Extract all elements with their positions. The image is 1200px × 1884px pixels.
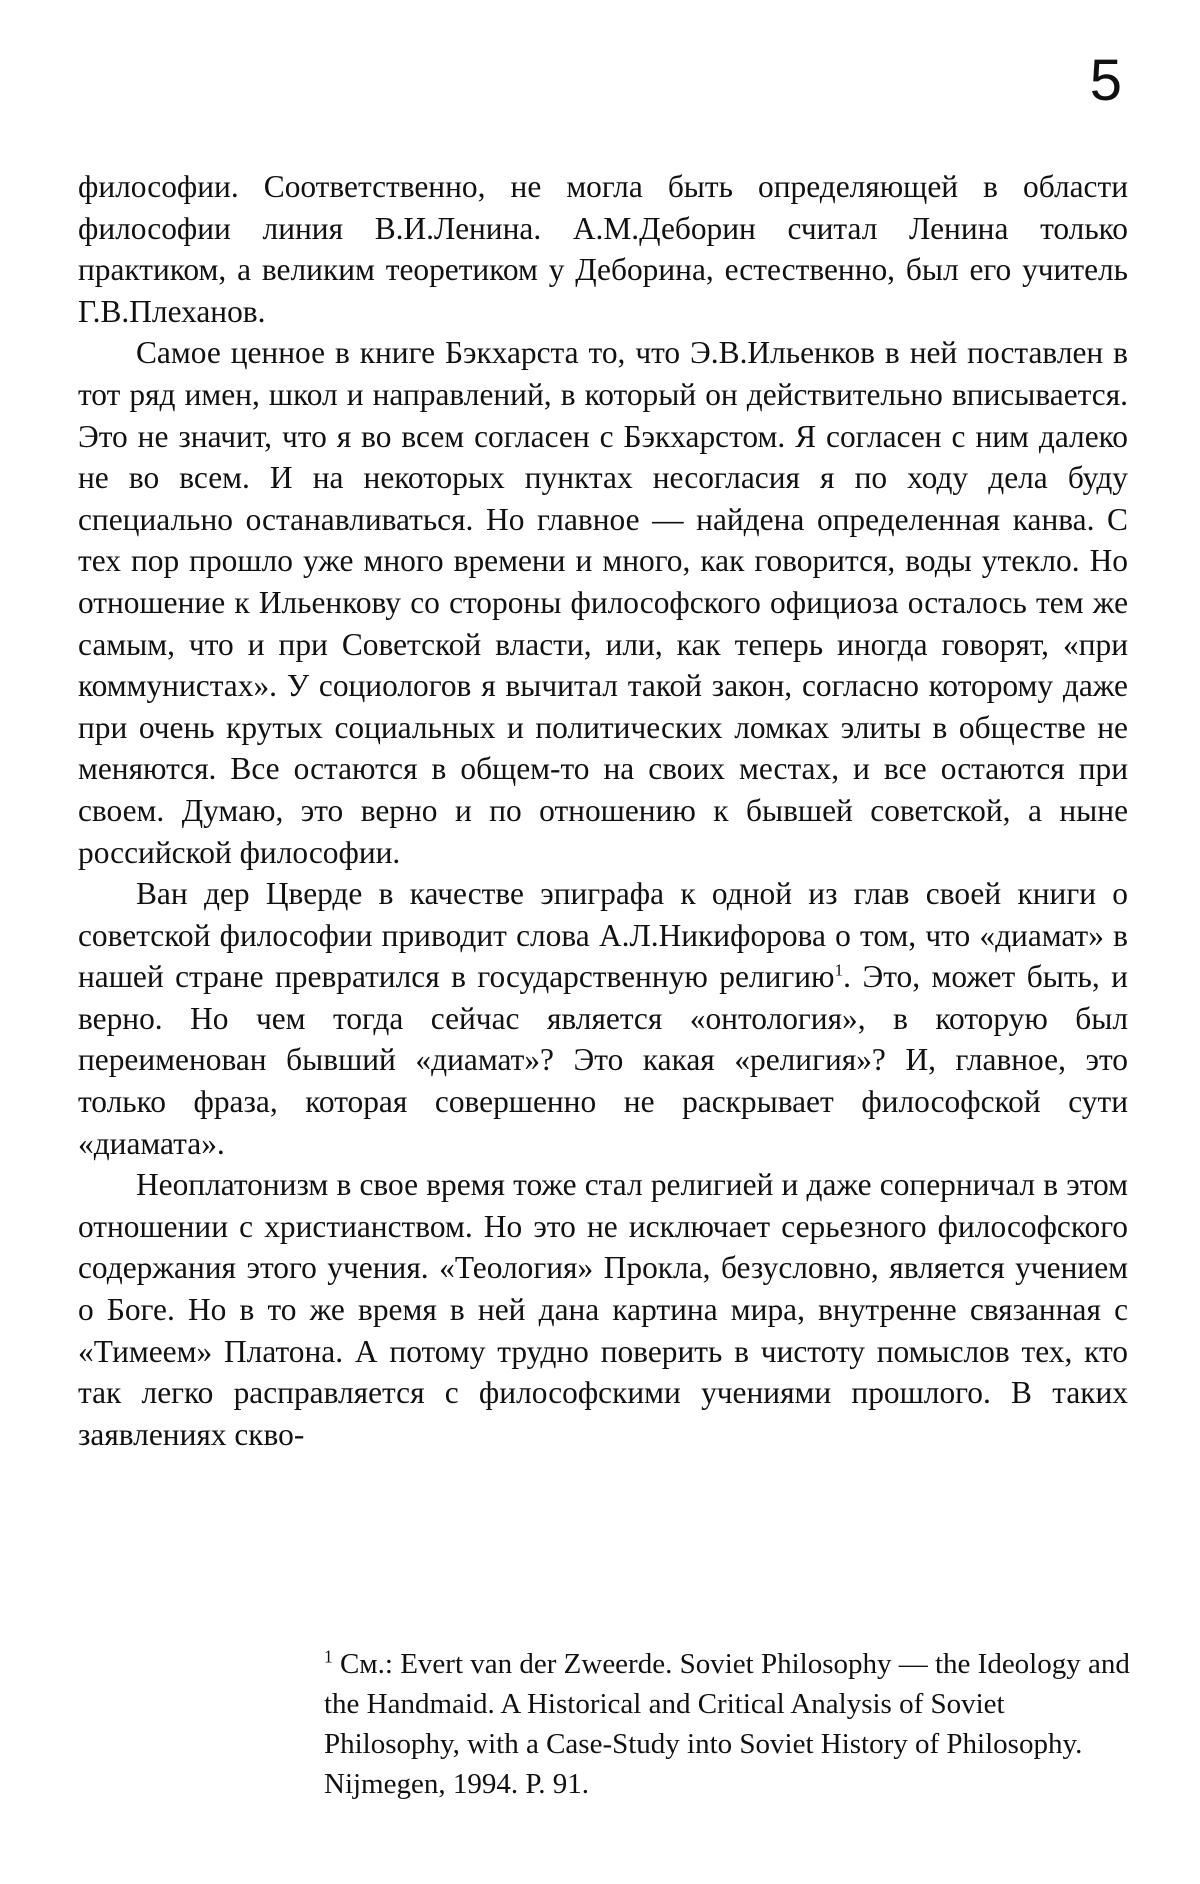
footnote-mark: 1 <box>324 1646 333 1667</box>
paragraph-3-text-after-note: . Это, может быть, и верно. Но чем тогда сейчас является «онтология», в которую был переименован бывший «диамат»? Это какая «религия»? И, главное, это только фраза, которая совершенно не раскрывает философской сути «диамата». <box>78 959 1128 1161</box>
paragraph-1: философии. Соответственно, не могла быть определяющей в области философии линия В.И.Ленина. А.М.Деборин считал Ленина только практиком, а великим теоретиком у Деборина, естественно, был его учитель Г.В.Плеханов. <box>78 169 1128 329</box>
footnote-text: См.: Evert van der Zweerde. Soviet Philosophy — the Ideology and the Handmaid. A Historical and Critical Analysis of Soviet Philosophy, with a Case-Study into Soviet History of Philosophy. Nijmegen, 1994. P. 91. <box>324 1648 1130 1800</box>
paragraph-3 <box>78 873 1128 1164</box>
footnote <box>324 1644 1130 1804</box>
paragraph-2: Самое ценное в книге Бэкхарста то, что Э.В.Ильенков в ней поставлен в тот ряд имен, школ и направлений, в который он действительно вписывается. Это не значит, что я во всем согласен с Бэкхарстом. Я согласен с ним далеко не во всем. И на некоторых пунктах несогласия я по ходу дела буду специально останавливаться. Но главное — найдена определенная канва. С тех пор прошло уже много времени и много, как говорится, воды утекло. Но отношение к Ильенкову со стороны философского официоза осталось тем же самым, что и при Советской власти, или, как теперь иногда говорят, «при коммунистах». У социологов я вычитал такой закон, согласно которому даже при очень крутых социальных и политических ломках элиты в обществе не меняются. Все остаются в общем-то на своих местах, и все остаются при своем. Думаю, это верно и по отношению к бывшей советской, а ныне российской философии. <box>78 335 1128 870</box>
paragraph-4: Неоплатонизм в свое время тоже стал религией и даже соперничал в этом отношении с христианством. Но это не исключает серьезного философского содержания этого учения. «Теология» Прокла, безусловно, является учением о Боге. Но в то же время в ней дана картина мира, внутренне связанная с «Тимеем» Платона. А потому трудно поверить в чистоту помыслов тех, кто так легко расправляется с философскими учениями прошлого. В таких заявлениях скво- <box>78 1167 1128 1452</box>
footnote-reference: 1 <box>834 960 844 980</box>
paragraph-3-text-before-note: Ван дер Цверде в качестве эпиграфа к одной из глав своей книги о советской философии приводит слова А.Л.Никифорова о том, что «диамат» в нашей стране превратился в государственную религию <box>78 876 1128 995</box>
page-number: 5 <box>1089 48 1122 113</box>
main-text <box>78 166 1128 1455</box>
